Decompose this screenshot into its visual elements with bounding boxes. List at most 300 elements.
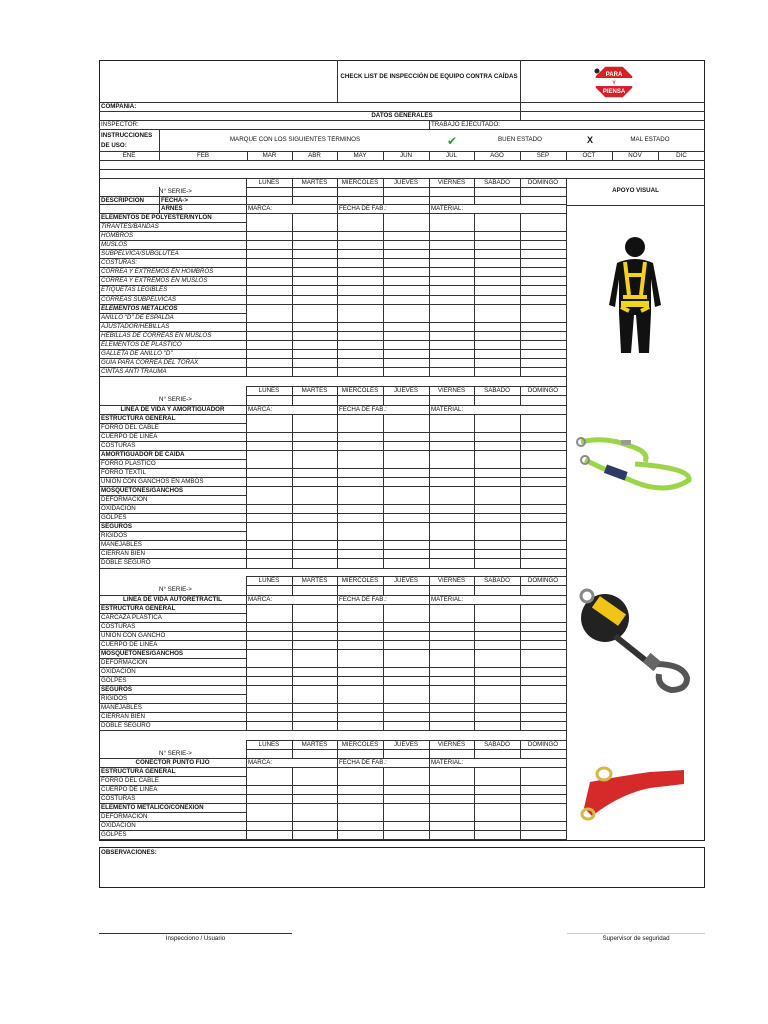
check-cell[interactable] xyxy=(293,223,336,230)
check-cell[interactable] xyxy=(384,505,428,512)
check-cell[interactable] xyxy=(521,496,565,503)
check-cell[interactable] xyxy=(521,286,565,293)
check-cell[interactable] xyxy=(521,713,565,720)
check-cell[interactable] xyxy=(293,541,336,548)
check-cell[interactable] xyxy=(475,442,519,449)
check-cell[interactable] xyxy=(247,478,291,485)
check-cell[interactable] xyxy=(293,641,336,648)
check-cell[interactable] xyxy=(247,786,291,793)
check-cell[interactable] xyxy=(521,250,565,257)
check-cell[interactable] xyxy=(475,268,519,275)
check-cell[interactable] xyxy=(338,469,382,476)
month-jun[interactable]: JUN xyxy=(399,152,413,159)
check-cell[interactable] xyxy=(247,241,291,248)
check-cell[interactable] xyxy=(338,433,382,440)
check-cell[interactable] xyxy=(338,677,382,684)
check-cell[interactable] xyxy=(247,359,291,366)
check-cell[interactable] xyxy=(338,424,382,431)
check-cell[interactable] xyxy=(521,469,565,476)
check-cell[interactable] xyxy=(293,341,336,348)
check-cell[interactable] xyxy=(338,250,382,257)
check-cell[interactable] xyxy=(338,505,382,512)
check-cell[interactable] xyxy=(384,250,428,257)
check-cell[interactable] xyxy=(293,822,336,829)
check-cell[interactable] xyxy=(338,668,382,675)
check-cell[interactable] xyxy=(338,496,382,503)
check-cell[interactable] xyxy=(247,424,291,431)
check-cell[interactable] xyxy=(521,368,565,375)
check-cell[interactable] xyxy=(293,496,336,503)
check-cell[interactable] xyxy=(521,296,565,303)
check-cell[interactable] xyxy=(293,795,336,802)
check-cell[interactable] xyxy=(338,350,382,357)
check-cell[interactable] xyxy=(293,831,336,838)
check-cell[interactable] xyxy=(384,614,428,621)
check-cell[interactable] xyxy=(430,433,473,440)
check-cell[interactable] xyxy=(521,641,565,648)
check-cell[interactable] xyxy=(293,514,336,521)
check-cell[interactable] xyxy=(247,368,291,375)
check-cell[interactable] xyxy=(338,368,382,375)
check-cell[interactable] xyxy=(521,541,565,548)
check-cell[interactable] xyxy=(384,332,428,339)
check-cell[interactable] xyxy=(293,241,336,248)
check-cell[interactable] xyxy=(475,296,519,303)
check-cell[interactable] xyxy=(293,677,336,684)
check-cell[interactable] xyxy=(521,359,565,366)
check-cell[interactable] xyxy=(247,268,291,275)
check-cell[interactable] xyxy=(247,632,291,639)
check-cell[interactable] xyxy=(430,341,473,348)
check-cell[interactable] xyxy=(293,368,336,375)
check-cell[interactable] xyxy=(475,704,519,711)
check-cell[interactable] xyxy=(430,514,473,521)
check-cell[interactable] xyxy=(521,223,565,230)
check-cell[interactable] xyxy=(338,704,382,711)
check-cell[interactable] xyxy=(475,641,519,648)
check-cell[interactable] xyxy=(338,559,382,566)
check-cell[interactable] xyxy=(521,478,565,485)
check-cell[interactable] xyxy=(247,695,291,702)
check-cell[interactable] xyxy=(521,786,565,793)
check-cell[interactable] xyxy=(293,713,336,720)
check-cell[interactable] xyxy=(247,668,291,675)
check-cell[interactable] xyxy=(430,822,473,829)
check-cell[interactable] xyxy=(384,713,428,720)
check-cell[interactable] xyxy=(521,314,565,321)
check-cell[interactable] xyxy=(475,286,519,293)
check-cell[interactable] xyxy=(293,623,336,630)
check-cell[interactable] xyxy=(247,460,291,467)
check-cell[interactable] xyxy=(384,668,428,675)
check-cell[interactable] xyxy=(430,223,473,230)
check-cell[interactable] xyxy=(430,632,473,639)
check-cell[interactable] xyxy=(338,277,382,284)
check-cell[interactable] xyxy=(384,323,428,330)
check-cell[interactable] xyxy=(430,469,473,476)
check-cell[interactable] xyxy=(247,341,291,348)
check-cell[interactable] xyxy=(430,695,473,702)
month-mar[interactable]: MAR xyxy=(262,152,277,159)
check-cell[interactable] xyxy=(247,232,291,239)
check-cell[interactable] xyxy=(475,314,519,321)
check-cell[interactable] xyxy=(475,541,519,548)
check-cell[interactable] xyxy=(430,623,473,630)
check-cell[interactable] xyxy=(475,659,519,666)
check-cell[interactable] xyxy=(293,232,336,239)
check-cell[interactable] xyxy=(338,223,382,230)
check-cell[interactable] xyxy=(475,250,519,257)
check-cell[interactable] xyxy=(384,232,428,239)
check-cell[interactable] xyxy=(384,286,428,293)
check-cell[interactable] xyxy=(430,559,473,566)
check-cell[interactable] xyxy=(384,460,428,467)
check-cell[interactable] xyxy=(384,223,428,230)
check-cell[interactable] xyxy=(247,469,291,476)
check-cell[interactable] xyxy=(475,259,519,266)
check-cell[interactable] xyxy=(293,777,336,784)
check-cell[interactable] xyxy=(338,442,382,449)
check-cell[interactable] xyxy=(293,813,336,820)
check-cell[interactable] xyxy=(430,677,473,684)
month-abr[interactable]: ABR xyxy=(308,152,321,159)
check-cell[interactable] xyxy=(521,323,565,330)
check-cell[interactable] xyxy=(384,550,428,557)
check-cell[interactable] xyxy=(430,478,473,485)
check-cell[interactable] xyxy=(384,722,428,729)
check-cell[interactable] xyxy=(475,359,519,366)
check-cell[interactable] xyxy=(247,314,291,321)
check-cell[interactable] xyxy=(384,795,428,802)
check-cell[interactable] xyxy=(293,469,336,476)
check-cell[interactable] xyxy=(247,250,291,257)
check-cell[interactable] xyxy=(475,623,519,630)
check-cell[interactable] xyxy=(338,323,382,330)
check-cell[interactable] xyxy=(384,813,428,820)
check-cell[interactable] xyxy=(338,722,382,729)
check-cell[interactable] xyxy=(475,323,519,330)
check-cell[interactable] xyxy=(430,314,473,321)
check-cell[interactable] xyxy=(384,704,428,711)
check-cell[interactable] xyxy=(247,350,291,357)
check-cell[interactable] xyxy=(430,550,473,557)
check-cell[interactable] xyxy=(475,614,519,621)
month-sep[interactable]: SEP xyxy=(536,152,550,159)
check-cell[interactable] xyxy=(521,341,565,348)
check-cell[interactable] xyxy=(338,659,382,666)
check-cell[interactable] xyxy=(521,623,565,630)
check-cell[interactable] xyxy=(384,786,428,793)
check-cell[interactable] xyxy=(475,722,519,729)
check-cell[interactable] xyxy=(521,704,565,711)
check-cell[interactable] xyxy=(475,550,519,557)
check-cell[interactable] xyxy=(384,541,428,548)
check-cell[interactable] xyxy=(247,433,291,440)
check-cell[interactable] xyxy=(384,296,428,303)
check-cell[interactable] xyxy=(430,532,473,539)
check-cell[interactable] xyxy=(521,632,565,639)
check-cell[interactable] xyxy=(475,695,519,702)
check-cell[interactable] xyxy=(521,277,565,284)
check-cell[interactable] xyxy=(430,286,473,293)
check-cell[interactable] xyxy=(247,795,291,802)
check-cell[interactable] xyxy=(247,623,291,630)
check-cell[interactable] xyxy=(247,614,291,621)
check-cell[interactable] xyxy=(338,359,382,366)
check-cell[interactable] xyxy=(293,478,336,485)
check-cell[interactable] xyxy=(521,559,565,566)
check-cell[interactable] xyxy=(384,695,428,702)
check-cell[interactable] xyxy=(475,368,519,375)
check-cell[interactable] xyxy=(430,442,473,449)
check-cell[interactable] xyxy=(521,695,565,702)
check-cell[interactable] xyxy=(384,659,428,666)
check-cell[interactable] xyxy=(475,632,519,639)
check-cell[interactable] xyxy=(475,677,519,684)
check-cell[interactable] xyxy=(475,433,519,440)
check-cell[interactable] xyxy=(384,350,428,357)
check-cell[interactable] xyxy=(338,831,382,838)
check-cell[interactable] xyxy=(430,786,473,793)
check-cell[interactable] xyxy=(247,442,291,449)
check-cell[interactable] xyxy=(475,223,519,230)
check-cell[interactable] xyxy=(430,614,473,621)
check-cell[interactable] xyxy=(247,323,291,330)
check-cell[interactable] xyxy=(293,314,336,321)
check-cell[interactable] xyxy=(338,695,382,702)
check-cell[interactable] xyxy=(293,442,336,449)
check-cell[interactable] xyxy=(384,368,428,375)
check-cell[interactable] xyxy=(475,795,519,802)
check-cell[interactable] xyxy=(293,433,336,440)
check-cell[interactable] xyxy=(430,541,473,548)
check-cell[interactable] xyxy=(247,659,291,666)
check-cell[interactable] xyxy=(338,777,382,784)
check-cell[interactable] xyxy=(521,677,565,684)
check-cell[interactable] xyxy=(247,550,291,557)
check-cell[interactable] xyxy=(384,424,428,431)
check-cell[interactable] xyxy=(521,460,565,467)
check-cell[interactable] xyxy=(293,786,336,793)
check-cell[interactable] xyxy=(384,677,428,684)
check-cell[interactable] xyxy=(521,659,565,666)
check-cell[interactable] xyxy=(293,505,336,512)
check-cell[interactable] xyxy=(521,777,565,784)
check-cell[interactable] xyxy=(475,478,519,485)
check-cell[interactable] xyxy=(475,241,519,248)
check-cell[interactable] xyxy=(475,469,519,476)
check-cell[interactable] xyxy=(293,323,336,330)
check-cell[interactable] xyxy=(521,350,565,357)
check-cell[interactable] xyxy=(521,668,565,675)
check-cell[interactable] xyxy=(338,268,382,275)
check-cell[interactable] xyxy=(338,514,382,521)
check-cell[interactable] xyxy=(430,641,473,648)
check-cell[interactable] xyxy=(247,559,291,566)
month-ago[interactable]: AGO xyxy=(490,152,504,159)
check-cell[interactable] xyxy=(430,268,473,275)
check-cell[interactable] xyxy=(338,232,382,239)
check-cell[interactable] xyxy=(475,813,519,820)
check-cell[interactable] xyxy=(384,632,428,639)
check-cell[interactable] xyxy=(293,296,336,303)
check-cell[interactable] xyxy=(293,424,336,431)
check-cell[interactable] xyxy=(475,532,519,539)
check-cell[interactable] xyxy=(384,623,428,630)
check-cell[interactable] xyxy=(293,532,336,539)
check-cell[interactable] xyxy=(247,713,291,720)
check-cell[interactable] xyxy=(521,822,565,829)
check-cell[interactable] xyxy=(475,332,519,339)
month-jul[interactable]: JUL xyxy=(445,152,457,159)
month-feb[interactable]: FEB xyxy=(196,152,210,159)
check-cell[interactable] xyxy=(338,314,382,321)
check-cell[interactable] xyxy=(338,822,382,829)
check-cell[interactable] xyxy=(384,641,428,648)
check-cell[interactable] xyxy=(384,433,428,440)
check-cell[interactable] xyxy=(293,668,336,675)
check-cell[interactable] xyxy=(338,286,382,293)
month-ene[interactable]: ENE xyxy=(122,152,136,159)
check-cell[interactable] xyxy=(293,659,336,666)
check-cell[interactable] xyxy=(475,460,519,467)
check-cell[interactable] xyxy=(430,813,473,820)
check-cell[interactable] xyxy=(521,722,565,729)
check-cell[interactable] xyxy=(247,505,291,512)
check-cell[interactable] xyxy=(247,277,291,284)
check-cell[interactable] xyxy=(384,514,428,521)
check-cell[interactable] xyxy=(430,496,473,503)
check-cell[interactable] xyxy=(430,831,473,838)
check-cell[interactable] xyxy=(521,795,565,802)
check-cell[interactable] xyxy=(430,777,473,784)
check-cell[interactable] xyxy=(475,424,519,431)
check-cell[interactable] xyxy=(293,559,336,566)
check-cell[interactable] xyxy=(247,332,291,339)
check-cell[interactable] xyxy=(293,359,336,366)
check-cell[interactable] xyxy=(430,368,473,375)
check-cell[interactable] xyxy=(293,286,336,293)
check-cell[interactable] xyxy=(384,277,428,284)
check-cell[interactable] xyxy=(338,623,382,630)
check-cell[interactable] xyxy=(475,496,519,503)
signature-line-left[interactable] xyxy=(99,933,292,934)
check-cell[interactable] xyxy=(430,668,473,675)
check-cell[interactable] xyxy=(247,777,291,784)
check-cell[interactable] xyxy=(293,277,336,284)
check-cell[interactable] xyxy=(475,713,519,720)
check-cell[interactable] xyxy=(521,433,565,440)
check-cell[interactable] xyxy=(430,332,473,339)
check-cell[interactable] xyxy=(430,505,473,512)
check-cell[interactable] xyxy=(338,795,382,802)
check-cell[interactable] xyxy=(384,777,428,784)
check-cell[interactable] xyxy=(475,668,519,675)
check-cell[interactable] xyxy=(475,831,519,838)
month-may[interactable]: MAY xyxy=(353,152,367,159)
check-cell[interactable] xyxy=(521,259,565,266)
check-cell[interactable] xyxy=(247,831,291,838)
check-cell[interactable] xyxy=(384,831,428,838)
check-cell[interactable] xyxy=(475,514,519,521)
check-cell[interactable] xyxy=(521,514,565,521)
check-cell[interactable] xyxy=(338,786,382,793)
check-cell[interactable] xyxy=(521,550,565,557)
check-cell[interactable] xyxy=(247,541,291,548)
check-cell[interactable] xyxy=(247,641,291,648)
check-cell[interactable] xyxy=(521,241,565,248)
check-cell[interactable] xyxy=(293,614,336,621)
check-cell[interactable] xyxy=(338,713,382,720)
month-dic[interactable]: DIC xyxy=(676,152,687,159)
check-cell[interactable] xyxy=(338,532,382,539)
check-cell[interactable] xyxy=(384,532,428,539)
check-cell[interactable] xyxy=(430,232,473,239)
check-cell[interactable] xyxy=(384,496,428,503)
check-cell[interactable] xyxy=(384,478,428,485)
check-cell[interactable] xyxy=(475,786,519,793)
check-cell[interactable] xyxy=(293,704,336,711)
month-oct[interactable]: OCT xyxy=(582,152,596,159)
check-cell[interactable] xyxy=(384,469,428,476)
check-cell[interactable] xyxy=(521,614,565,621)
check-cell[interactable] xyxy=(521,831,565,838)
check-cell[interactable] xyxy=(247,822,291,829)
check-cell[interactable] xyxy=(521,268,565,275)
check-cell[interactable] xyxy=(293,550,336,557)
check-cell[interactable] xyxy=(384,314,428,321)
check-cell[interactable] xyxy=(293,722,336,729)
check-cell[interactable] xyxy=(247,532,291,539)
check-cell[interactable] xyxy=(475,822,519,829)
check-cell[interactable] xyxy=(430,323,473,330)
check-cell[interactable] xyxy=(475,350,519,357)
check-cell[interactable] xyxy=(475,559,519,566)
check-cell[interactable] xyxy=(338,332,382,339)
check-cell[interactable] xyxy=(293,268,336,275)
check-cell[interactable] xyxy=(338,460,382,467)
check-cell[interactable] xyxy=(247,496,291,503)
check-cell[interactable] xyxy=(338,550,382,557)
check-cell[interactable] xyxy=(430,713,473,720)
check-cell[interactable] xyxy=(247,704,291,711)
check-cell[interactable] xyxy=(384,341,428,348)
check-cell[interactable] xyxy=(430,722,473,729)
check-cell[interactable] xyxy=(247,296,291,303)
check-cell[interactable] xyxy=(430,460,473,467)
check-cell[interactable] xyxy=(384,442,428,449)
check-cell[interactable] xyxy=(293,460,336,467)
check-cell[interactable] xyxy=(338,341,382,348)
check-cell[interactable] xyxy=(521,332,565,339)
check-cell[interactable] xyxy=(338,632,382,639)
check-cell[interactable] xyxy=(521,813,565,820)
check-cell[interactable] xyxy=(293,332,336,339)
check-cell[interactable] xyxy=(430,795,473,802)
check-cell[interactable] xyxy=(293,350,336,357)
check-cell[interactable] xyxy=(293,632,336,639)
check-cell[interactable] xyxy=(521,232,565,239)
signature-line-right[interactable] xyxy=(567,933,705,934)
check-cell[interactable] xyxy=(247,813,291,820)
check-cell[interactable] xyxy=(247,286,291,293)
check-cell[interactable] xyxy=(247,722,291,729)
check-cell[interactable] xyxy=(384,822,428,829)
check-cell[interactable] xyxy=(338,614,382,621)
check-cell[interactable] xyxy=(430,704,473,711)
check-cell[interactable] xyxy=(338,241,382,248)
check-cell[interactable] xyxy=(384,241,428,248)
